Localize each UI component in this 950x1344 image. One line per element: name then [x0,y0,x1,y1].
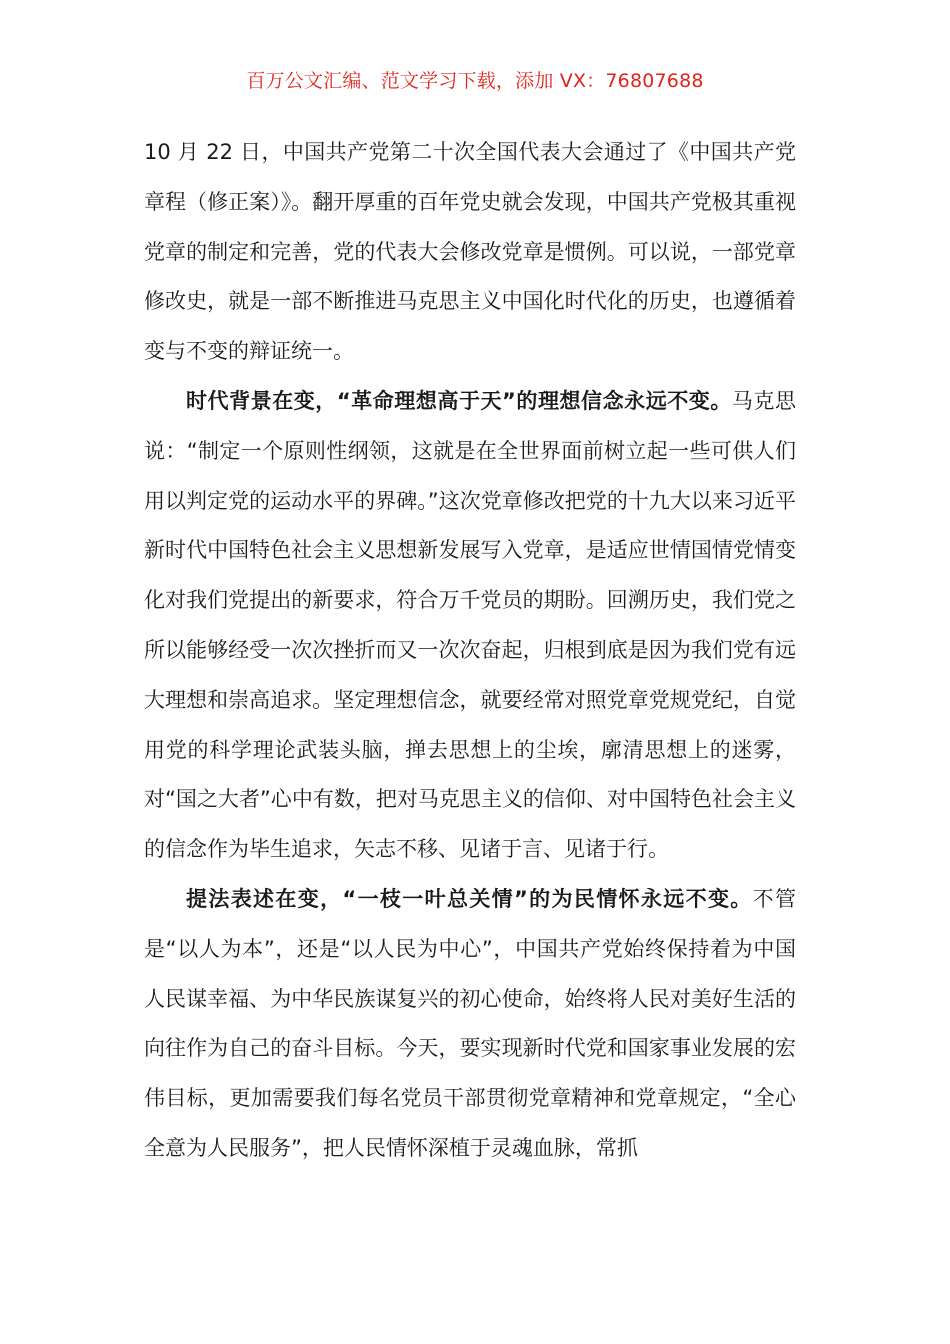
paragraph-ideals-text: 马克思说：“制定一个原则性纲领，这就是在全世界面前树立起一些可供人们用以判定党的运动水平的界碑。”这次党章修改把党的十九大以来习近平新时代中国特色社会主义思想新发展写入党章，是适应世情国情党情变化对我们党提出的新要求，符合万千党员的期盼。回溯历史，我们党之所以能够经受一次次挫折而又一次次奋起，归根到底是因为我们党有远大理想和崇高追求。坚定理想信念，就要经常对照党章党规党纪，自觉用党的科学理论武装头脑，掸去思想上的尘埃，廓清思想上的迷雾，对“国之大者”心中有数，把对马克思主义的信仰、对中国特色社会主义的信念作为毕生追求，矢志不移、见诸于言、见诸于行。 [144,388,797,862]
document-body [144,128,796,1174]
paragraph-intro-text: 10 月 22 日，中国共产党第二十次全国代表大会通过了《中国共产党章程（修正案）》。翻开厚重的百年党史就会发现，中国共产党极其重视党章的制定和完善，党的代表大会修改党章是惯例。可以说，一部党章修改史，就是一部不断推进马克思主义中国化时代化的历史，也遵循着变与不变的辩证统一。 [144,140,796,364]
paragraph-ideals-heading: 时代背景在变，“革命理想高于天”的理想信念永远不变。 [186,388,732,413]
paragraph-people-text: 不管是“以人为本”，还是“以人民为中心”，中国共产党始终保持着为中国人民谋幸福、为中华民族谋复兴的初心使命，始终将人民对美好生活的向往作为自己的奋斗目标。今天，要实现新时代党和国家事业发展的宏伟目标，更加需要我们每名党员干部贯彻党章精神和党章规定，“全心全意为人民服务”，把人民情怀深植于灵魂血脉，常抓 [144,886,797,1160]
paragraph-people [144,875,796,1174]
paragraph-intro [144,128,796,377]
paragraph-people-heading: 提法表述在变，“一枝一叶总关情”的为民情怀永远不变。 [186,886,753,911]
header-promo-text: 百万公文汇编、范文学习下载，添加 VX：76807688 [246,70,704,92]
paragraph-ideals [144,377,796,875]
